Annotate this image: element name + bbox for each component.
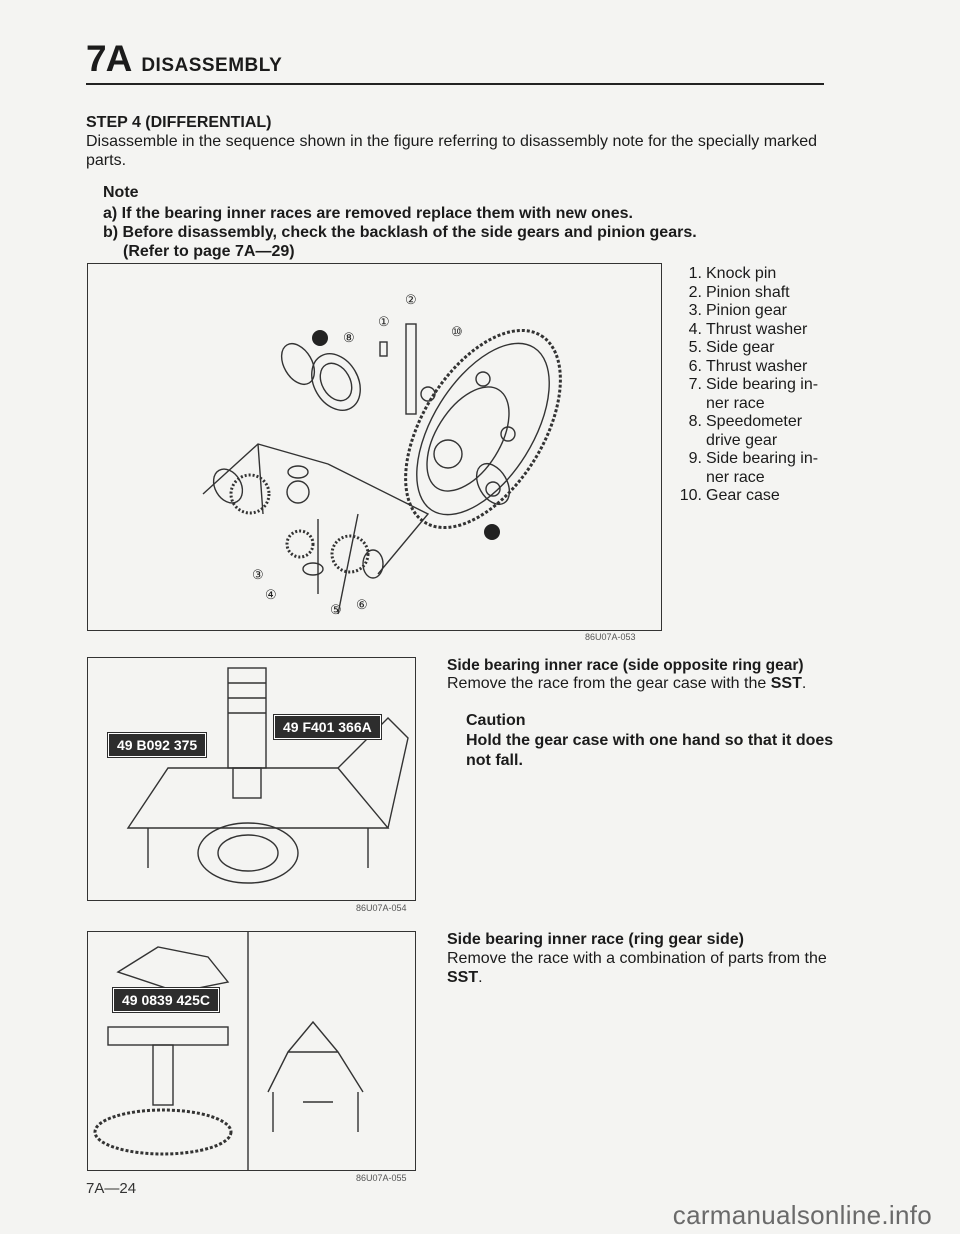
note-item-b: b) Before disassembly, check the backlash of the side gears and pinion gears.: [103, 224, 697, 241]
page-header: [86, 38, 282, 80]
legend-item: [678, 302, 840, 321]
legend-item: [678, 450, 840, 487]
legend-num: 7.: [688, 376, 702, 393]
section2-heading: Side bearing inner race (side opposite ring gear): [447, 657, 804, 674]
legend-item: [678, 321, 840, 340]
legend-item: [678, 487, 840, 506]
section3-body: [447, 949, 832, 987]
callout-1: ①: [378, 314, 390, 329]
legend-text: Side bearing in- ner race: [706, 450, 819, 486]
legend-item: [678, 339, 840, 358]
puller-illustration: [88, 932, 415, 1170]
legend-num: 8.: [688, 413, 702, 430]
exploded-differential-figure: [87, 263, 662, 631]
section3-heading: Side bearing inner race (ring gear side): [447, 931, 744, 948]
callout-8: ⑧: [343, 330, 355, 345]
caution-body: Hold the gear case with one hand so that it does not fall.: [466, 732, 834, 769]
section2-body: [447, 675, 806, 693]
legend-item: [678, 284, 840, 303]
legend-item: [678, 358, 840, 377]
section3-sst: SST: [447, 969, 479, 986]
callout-6: ⑥: [356, 597, 368, 612]
legend-text: Side gear: [706, 339, 775, 356]
legend-text: Thrust washer: [706, 357, 808, 375]
note-item-a: a) If the bearing inner races are removed replace them with new ones.: [103, 205, 633, 222]
section2-sst: SST: [770, 675, 802, 692]
legend-num: 6.: [688, 357, 702, 375]
section3-body-text: Remove the race with a combination of parts from the: [447, 950, 827, 967]
watermark: carmanualsonline.info: [672, 1200, 932, 1230]
callout-2: ②: [405, 292, 417, 307]
legend-text: Speedometer drive gear: [706, 413, 803, 449]
legend-num: 10.: [679, 487, 702, 504]
header-divider: [86, 83, 824, 85]
legend-num: 3.: [688, 302, 702, 319]
differential-illustration: [88, 264, 661, 630]
legend-text: Thrust washer: [706, 320, 808, 338]
figure2-code: 86U07A-054: [356, 903, 407, 913]
parts-legend: [678, 265, 840, 506]
note-heading: Note: [103, 184, 139, 201]
legend-text: Pinion shaft: [706, 283, 790, 301]
legend-text: Pinion gear: [706, 302, 787, 319]
page-number: 7A—24: [86, 1180, 137, 1197]
puller-figure: [87, 931, 416, 1171]
legend-item: [678, 376, 840, 413]
callout-5: ⑤: [330, 602, 342, 617]
legend-num: 4.: [688, 320, 702, 338]
note-item-b-ref: (Refer to page 7A—29): [123, 243, 295, 260]
section2-body-end: .: [801, 675, 807, 692]
legend-text: Knock pin: [706, 265, 777, 282]
callout-4: ④: [265, 587, 277, 602]
tool-label-left: 49 B092 375: [108, 733, 206, 757]
legend-text: Gear case: [706, 487, 780, 504]
caution-heading: Caution: [466, 712, 526, 729]
callout-10: ⑩: [451, 324, 463, 339]
step-title: STEP 4 (DIFFERENTIAL): [86, 114, 272, 131]
press-illustration: [88, 658, 415, 900]
legend-text: Side bearing in- ner race: [706, 376, 819, 412]
tool-label-right: 49 F401 366A: [274, 715, 381, 739]
legend-num: 1.: [688, 265, 702, 282]
callout-7: [312, 330, 328, 346]
callout-9: [484, 524, 500, 540]
section3-body-end: .: [478, 969, 483, 986]
figure3-code: 86U07A-055: [356, 1173, 407, 1183]
legend-num: 2.: [688, 283, 702, 301]
legend-num: 9.: [688, 450, 702, 467]
section2-body-text: Remove the race from the gear case with the: [447, 675, 771, 692]
legend-num: 5.: [688, 339, 702, 356]
sst-press-figure: [87, 657, 416, 901]
step-intro: Disassemble in the sequence shown in the figure referring to disassembly note for the specially marked parts.: [86, 133, 818, 169]
legend-item: [678, 413, 840, 450]
section-number: 7A: [86, 38, 132, 79]
section-title: DISASSEMBLY: [141, 55, 283, 76]
legend-item: [678, 265, 840, 284]
tool-label: 49 0839 425C: [113, 988, 219, 1012]
figure1-code: 86U07A-053: [585, 632, 636, 642]
callout-3: ③: [252, 567, 264, 582]
